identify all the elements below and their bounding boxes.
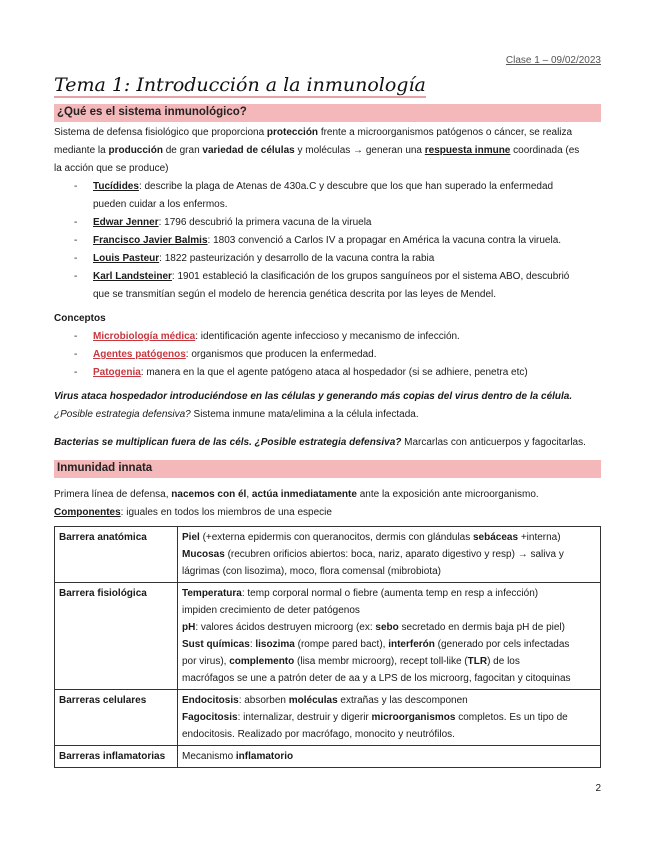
- section-heading-immune-system: ¿Qué es el sistema inmunológico?: [54, 104, 601, 122]
- barriers-table: [54, 526, 601, 768]
- section-heading-innate-immunity: Inmunidad innata: [54, 460, 601, 478]
- table-row-header: Barreras celulares: [55, 690, 178, 746]
- table-row: [55, 527, 601, 583]
- table-row-header: Barreras inflamatorias: [55, 746, 178, 768]
- page-number: 2: [595, 783, 601, 794]
- concepts-title: Conceptos: [54, 313, 106, 324]
- table-row: [55, 583, 601, 690]
- table-row-header: Barrera fisiológica: [55, 583, 178, 690]
- table-cell: Piel (+externa epidermis con queranocitos, dermis con glándulas sebáceas +interna) Mucosas (recubren orificios abiertos: boca, nariz, aparato digestivo y resp) → saliva y lágrimas (con lisozima), moco, flora comensal (mibrobiota): [178, 527, 601, 583]
- page-title: Tema 1: Introducción a la inmunología: [54, 74, 426, 96]
- table-row: [55, 746, 601, 768]
- innate-intro: Primera línea de defensa, nacemos con él, actúa inmediatamente ante la exposición ante microorganismo. Componentes: iguales en todos los miembros de una especie: [54, 489, 539, 518]
- class-date: Clase 1 – 09/02/2023: [505, 55, 601, 66]
- intro-paragraph: Sistema de defensa fisiológico que proporciona protección frente a microorganismos patógenos o cáncer, se realiza mediante la producción de gran variedad de células y moléculas → generan una respuesta inmune coordinada (es la acción que se produce): [54, 127, 580, 174]
- table-row: [55, 690, 601, 746]
- table-row-header: Barrera anatómica: [55, 527, 178, 583]
- bacteria-paragraph: Bacterias se multiplican fuera de las céls. ¿Posible estrategia defensiva? Marcarlas con anticuerpos y fagocitarlas.: [54, 437, 586, 448]
- title-underline: [54, 96, 426, 98]
- table-cell: Endocitosis: absorben moléculas extrañas y las descomponen Fagocitosis: internalizar, destruir y digerir microorganismos completos. Es un tipo de endocitosis. Realizado por macrófago, monocito y neutrófilos.: [178, 690, 601, 746]
- virus-paragraph: Virus ataca hospedador introduciéndose en las células y generando más copias del virus dentro de la célula. ¿Posible estrategia defensiva? Sistema inmune mata/elimina a la célula infectada.: [54, 391, 573, 420]
- table-cell: Temperatura: temp corporal normal o fiebre (aumenta temp en resp a infección) impiden crecimiento de deter patógenos pH: valores ácidos destruyen microorg (ex: sebo secretado en dermis baja pH de piel) Sust químicas: lisozima (rompe pared bact), interferón (generado por cels infectadas por virus), complemento (lisa membr microorg), recept toll-like (TLR) de los macrófagos se une a patrón deter de aa y a LPS de los microorg, fagocitan y citoquinas: [178, 583, 601, 690]
- table-cell: Mecanismo inflamatorio: [178, 746, 601, 768]
